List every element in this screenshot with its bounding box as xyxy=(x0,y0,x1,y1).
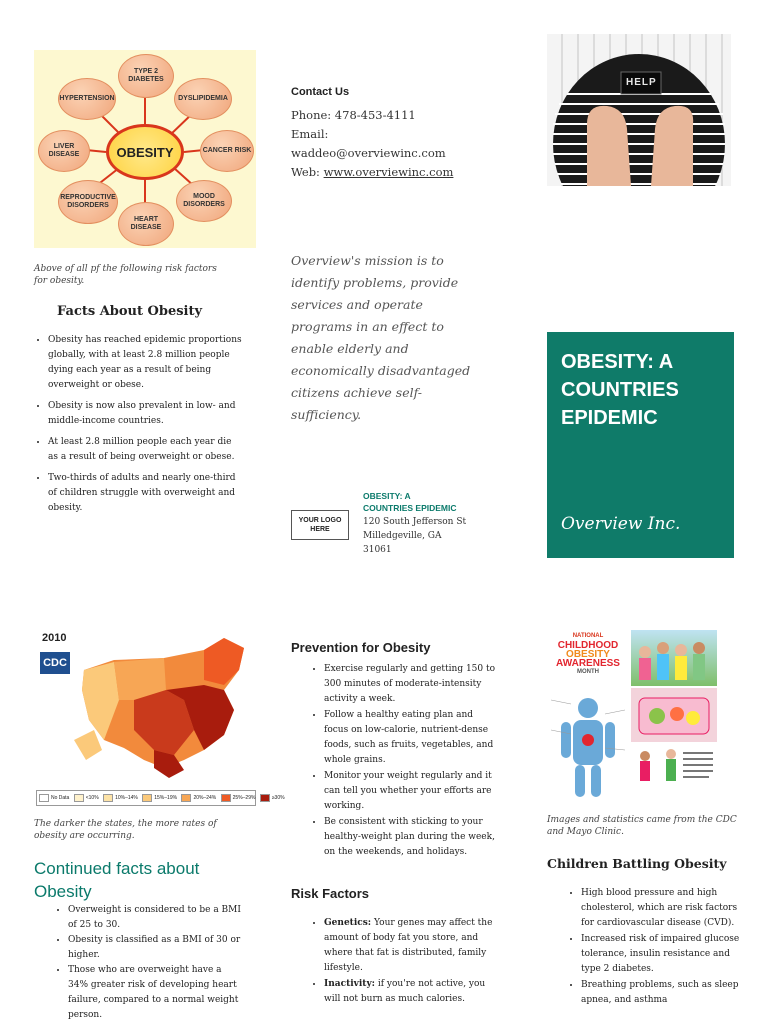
risk-factors-heading: Risk Factors xyxy=(291,886,370,901)
legend-swatch xyxy=(103,794,113,802)
list-item: • Follow a healthy eating plan and focus on low-calorie, nutrient-dense foods, such as fruits, vegetables, and whole grains. xyxy=(324,708,496,768)
cover-panel xyxy=(547,332,734,558)
diagram-node-mood-disorders: MOOD DISORDERS xyxy=(176,180,232,222)
legend-swatch xyxy=(74,794,84,802)
lunchbox-photo xyxy=(631,688,717,742)
risk-factor-diagram xyxy=(34,50,256,248)
diagram-node-type2-diabetes: TYPE 2 DIABETES xyxy=(118,54,174,98)
children-facts-list xyxy=(565,886,751,1008)
childhood-obesity-collage xyxy=(547,630,717,804)
legend-swatch xyxy=(260,794,270,802)
children-playing-illustration xyxy=(631,744,717,804)
list-item: • At least 2.8 million people each year die as a result of being overweight or obese. xyxy=(48,435,243,465)
contact-email[interactable]: waddeo@overviewinc.com xyxy=(291,146,446,160)
facts-list xyxy=(32,333,243,522)
list-item: • Breathing problems, such as sleep apnea, and asthma xyxy=(581,978,751,1008)
contact-web: Web: www.overviewinc.com xyxy=(291,165,454,179)
diagram-center-obesity: OBESITY xyxy=(106,124,184,180)
contact-email-label: Email: xyxy=(291,127,329,141)
continued-facts-list xyxy=(52,903,243,1023)
contact-phone: Phone: 478-453-4111 xyxy=(291,108,416,122)
continued-facts-heading: Continued facts about Obesity xyxy=(34,859,200,901)
map-legend: No Data <10% 10%–14% 15%–19% 20%–24% 25%–29% ≥30% xyxy=(36,790,256,806)
list-item: • Inactivity: if you're not active, you will not burn as much calories. xyxy=(324,977,496,1007)
kids-illustration xyxy=(631,630,717,686)
poster-title: NATIONAL CHILDHOOD OBESITY AWARENESS MONTH xyxy=(556,633,620,675)
org-address: 120 South Jefferson St Milledgeville, GA 31061 xyxy=(363,517,467,555)
kids-group-photo xyxy=(631,630,717,686)
scale-display: HELP xyxy=(626,77,657,88)
diagram-node-cancer-risk: CANCER RISK xyxy=(200,130,254,172)
diagram-caption: Above of all pf the following risk factors for obesity. xyxy=(34,264,217,286)
list-item: • Overweight is considered to be a BMI of 25 to 30. xyxy=(68,903,243,933)
children-playing-photo xyxy=(631,744,717,804)
lunchbox-illustration xyxy=(631,688,717,742)
scale-photo xyxy=(547,34,731,186)
awareness-poster xyxy=(547,630,629,804)
legend-swatch xyxy=(142,794,152,802)
mission-statement: Overview's mission is to identify problems, provide services and operate programs in an effect to enable elderly and economically disadvantaged citizens achieve self-sufficiency. xyxy=(291,253,471,422)
map-year: 2010 xyxy=(42,632,67,644)
map-caption: The darker the states, the more rates of obesity are occurring. xyxy=(34,819,217,841)
list-item: • Genetics: Your genes may affect the amount of body fat you store, and where that fat is distributed, family lifestyle. xyxy=(324,916,496,976)
diagram-node-reproductive-disorders: REPRODUCTIVE DISORDERS xyxy=(58,180,118,224)
images-credit-caption: Images and statistics came from the CDC and Mayo Clinic. xyxy=(547,815,737,837)
list-item: • High blood pressure and high cholesterol, which are risk factors for cardiovascular disease (CVD). xyxy=(581,886,751,931)
prevention-list xyxy=(308,662,496,861)
list-item: • Exercise regularly and getting 150 to 300 minutes of moderate-intensity activity a week. xyxy=(324,662,496,707)
list-item: • Be consistent with sticking to your healthy-weight plan during the week, on the weekends, and holidays. xyxy=(324,815,496,860)
cdc-logo: CDC xyxy=(40,652,70,674)
us-map xyxy=(74,630,256,780)
diagram-node-dyslipidemia: DYSLIPIDEMIA xyxy=(174,78,232,120)
contact-heading: Contact Us xyxy=(291,86,350,98)
legend-swatch xyxy=(39,794,49,802)
website-link[interactable]: www.overviewinc.com xyxy=(323,165,454,179)
cover-title: OBESITY: A COUNTRIES EPIDEMIC xyxy=(561,351,679,429)
legend-swatch xyxy=(221,794,231,802)
children-heading: Children Battling Obesity xyxy=(547,856,727,871)
scale-illustration xyxy=(547,34,731,186)
list-item: • Obesity is classified as a BMI of 30 or higher. xyxy=(68,933,243,963)
list-item: • Increased risk of impaired glucose tolerance, insulin resistance and type 2 diabetes. xyxy=(581,932,751,977)
list-item: • Obesity is now also prevalent in low- and middle-income countries. xyxy=(48,399,243,429)
org-name: OBESITY: A COUNTRIES EPIDEMIC xyxy=(363,491,457,513)
cover-subtitle: Overview Inc. xyxy=(561,514,681,534)
risk-factors-list xyxy=(308,916,496,1008)
contact-block xyxy=(291,106,453,182)
prevention-heading: Prevention for Obesity xyxy=(291,640,431,655)
logo-placeholder: YOUR LOGO HERE xyxy=(291,510,349,540)
list-item: • Monitor your weight regularly and it can tell you whether your efforts are working. xyxy=(324,769,496,814)
body-infographic xyxy=(551,690,625,800)
diagram-node-liver-disease: LIVER DISEASE xyxy=(38,130,90,172)
facts-heading: Facts About Obesity xyxy=(57,304,203,319)
list-item: • Obesity has reached epidemic proportions globally, with at least 2.8 million people dying each year as a result of being overweight or obese. xyxy=(48,333,243,393)
list-item: • Those who are overweight have a 34% greater risk of developing heart failure, compared to a normal weight person. xyxy=(68,963,243,1023)
diagram-node-hypertension: HYPERTENSION xyxy=(58,78,116,120)
list-item: • Two-thirds of adults and nearly one-third of children struggle with overweight and obesity. xyxy=(48,471,243,516)
obesity-map xyxy=(34,630,285,808)
diagram-node-heart-disease: HEART DISEASE xyxy=(118,202,174,246)
legend-swatch xyxy=(181,794,191,802)
